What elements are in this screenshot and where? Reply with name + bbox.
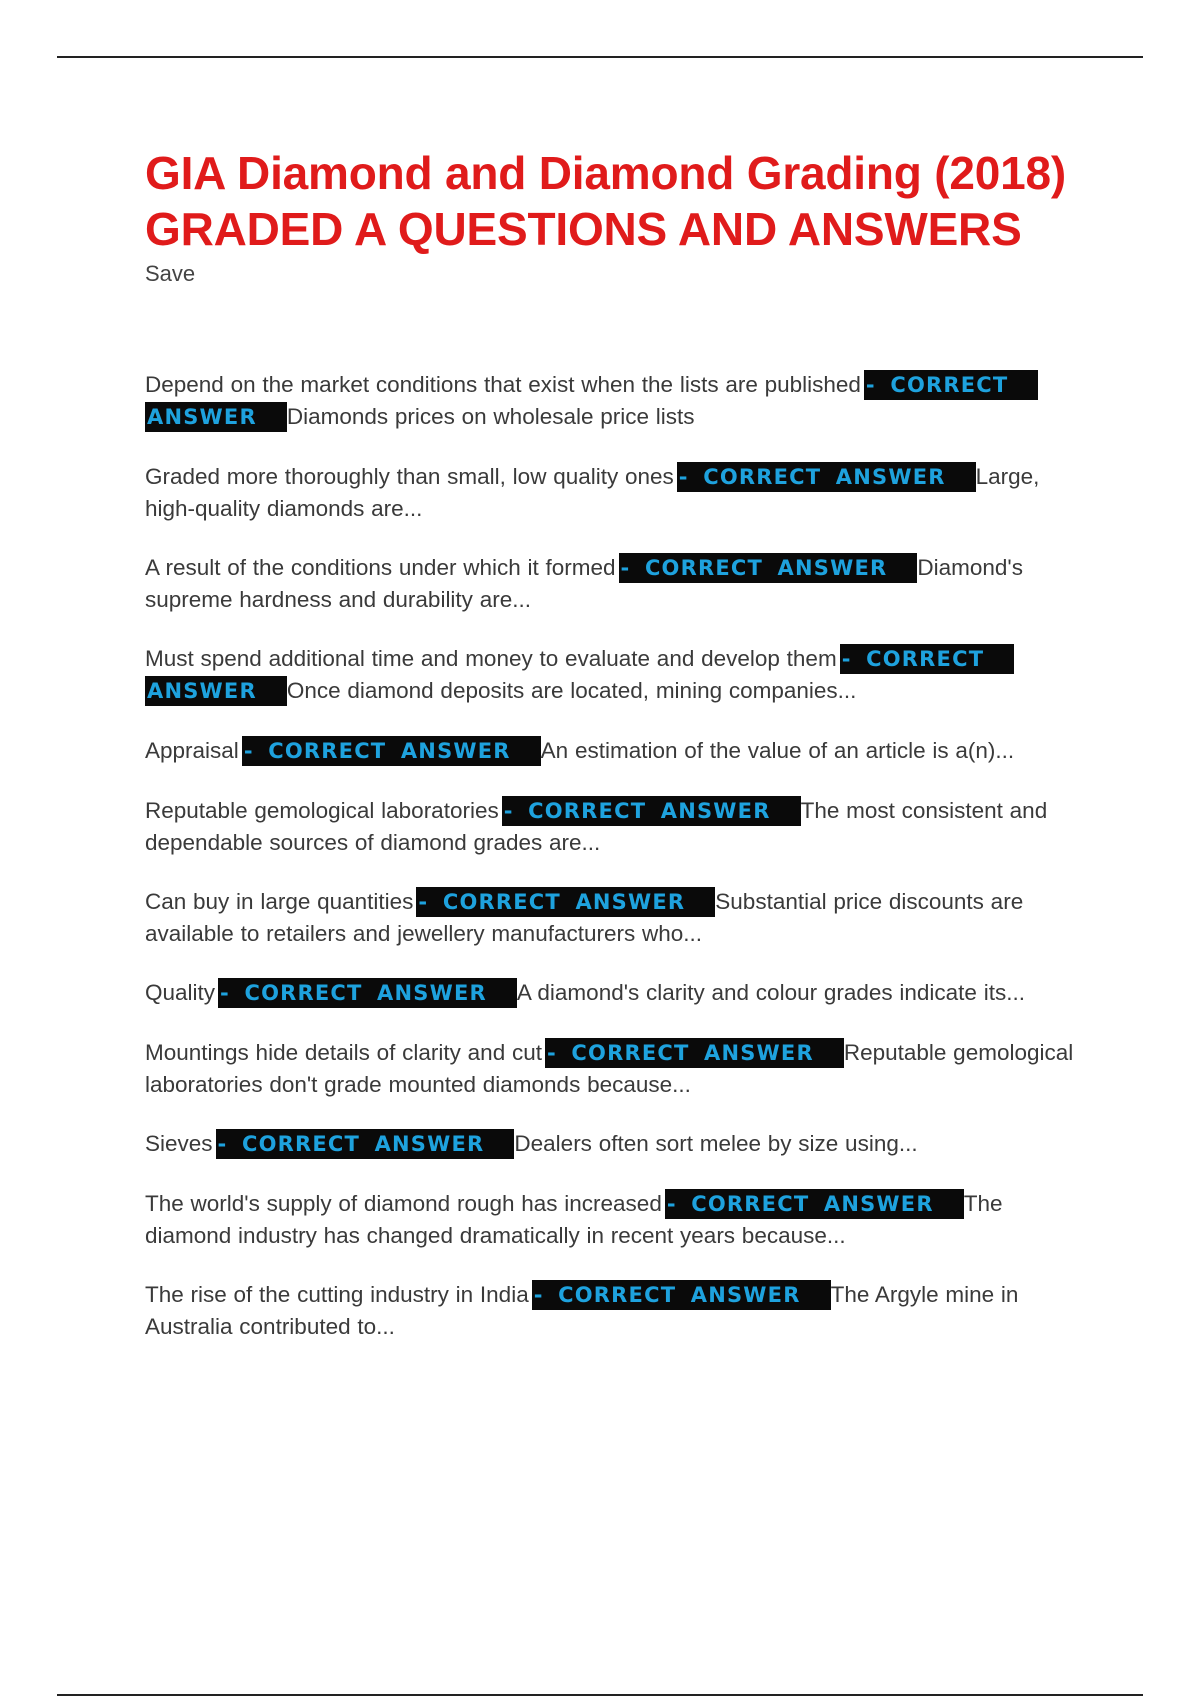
correct-answer-badge: - CORRECT ANSWER bbox=[619, 553, 918, 583]
qa-question: An estimation of the value of an article is a(n)... bbox=[540, 738, 1015, 763]
qa-answer: The rise of the cutting industry in India bbox=[145, 1282, 529, 1307]
qa-item bbox=[145, 369, 1090, 433]
qa-answer: Must spend additional time and money to evaluate and develop them bbox=[145, 646, 837, 671]
qa-question: Diamonds prices on wholesale price lists bbox=[286, 404, 695, 429]
page-title: GIA Diamond and Diamond Grading (2018) GRADED A QUESTIONS AND ANSWERS bbox=[145, 147, 1067, 255]
qa-item bbox=[145, 461, 1090, 524]
qa-answer: A result of the conditions under which it formed bbox=[145, 555, 616, 580]
correct-answer-badge: - CORRECT ANSWER bbox=[502, 796, 801, 826]
save-link[interactable]: Save bbox=[145, 261, 196, 286]
qa-question: Diamond's supreme hardness and durability are... bbox=[145, 555, 1023, 612]
qa-question: Reputable gemological laboratories don't grade mounted diamonds because... bbox=[145, 1040, 1074, 1097]
correct-answer-badge: - CORRECT ANSWER bbox=[145, 370, 1038, 432]
qa-question: A diamond's clarity and colour grades indicate its... bbox=[516, 980, 1025, 1005]
qa-question: Once diamond deposits are located, mining companies... bbox=[286, 678, 857, 703]
top-rule bbox=[57, 56, 1143, 58]
qa-answer: Sieves bbox=[145, 1131, 213, 1156]
qa-question: Dealers often sort melee by size using... bbox=[514, 1131, 918, 1156]
correct-answer-badge: - CORRECT ANSWER bbox=[216, 1129, 515, 1159]
correct-answer-badge: - CORRECT ANSWER bbox=[545, 1038, 844, 1068]
qa-answer: Reputable gemological laboratories bbox=[145, 798, 499, 823]
qa-answer: Mountings hide details of clarity and cut bbox=[145, 1040, 542, 1065]
qa-question: Substantial price discounts are available to retailers and jewellery manufacturers who... bbox=[145, 889, 1024, 946]
qa-list bbox=[145, 369, 1090, 1342]
qa-item bbox=[145, 1279, 1090, 1342]
qa-item bbox=[145, 1037, 1090, 1100]
qa-question: The diamond industry has changed dramatically in recent years because... bbox=[145, 1191, 1003, 1248]
qa-answer: The world's supply of diamond rough has increased bbox=[145, 1191, 662, 1216]
correct-answer-badge: - CORRECT ANSWER bbox=[416, 887, 715, 917]
qa-item bbox=[145, 977, 1090, 1009]
qa-answer: Appraisal bbox=[145, 738, 239, 763]
document-body bbox=[145, 145, 1090, 1370]
qa-item bbox=[145, 735, 1090, 767]
qa-question: The Argyle mine in Australia contributed to... bbox=[145, 1282, 1019, 1339]
qa-item bbox=[145, 643, 1090, 707]
correct-answer-badge: - CORRECT ANSWER bbox=[665, 1189, 964, 1219]
qa-item bbox=[145, 552, 1090, 615]
qa-item bbox=[145, 1188, 1090, 1251]
qa-item bbox=[145, 1128, 1090, 1160]
qa-answer: Graded more thoroughly than small, low quality ones bbox=[145, 464, 674, 489]
qa-item bbox=[145, 886, 1090, 949]
correct-answer-badge: - CORRECT ANSWER bbox=[145, 644, 1014, 706]
correct-answer-badge: - CORRECT ANSWER bbox=[242, 736, 541, 766]
correct-answer-badge: - CORRECT ANSWER bbox=[532, 1280, 831, 1310]
qa-answer: Depend on the market conditions that exist when the lists are published bbox=[145, 372, 861, 397]
correct-answer-badge: - CORRECT ANSWER bbox=[218, 978, 517, 1008]
qa-question: The most consistent and dependable sources of diamond grades are... bbox=[145, 798, 1048, 855]
correct-answer-badge: - CORRECT ANSWER bbox=[677, 462, 976, 492]
qa-question: Large, high-quality diamonds are... bbox=[145, 464, 1040, 521]
bottom-rule bbox=[57, 1694, 1143, 1696]
qa-item bbox=[145, 795, 1090, 858]
qa-answer: Quality bbox=[145, 980, 216, 1005]
qa-answer: Can buy in large quantities bbox=[145, 889, 414, 914]
